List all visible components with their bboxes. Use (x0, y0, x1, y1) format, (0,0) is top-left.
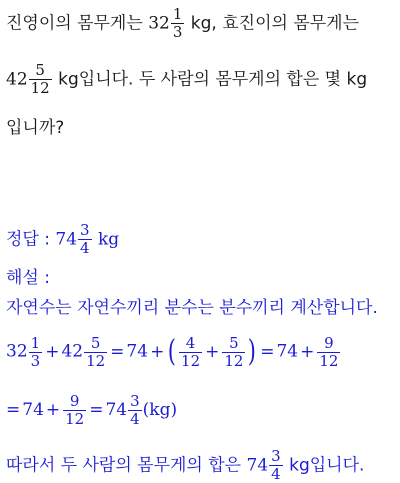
question-text-3: 입니까? (6, 118, 65, 138)
left-paren: ( (168, 334, 177, 369)
denominator: 12 (181, 351, 201, 370)
numerator: 9 (63, 393, 86, 411)
plus-sign: + (205, 341, 220, 362)
conclusion-fraction (269, 448, 283, 483)
numerator: 9 (317, 335, 340, 353)
answer-label: 정답 : (6, 229, 56, 250)
conclusion-line (6, 448, 364, 483)
denominator: 12 (224, 351, 244, 370)
numerator: 3 (271, 447, 281, 465)
equals-sign: = (260, 341, 275, 362)
eq-whole: 74 (22, 400, 44, 420)
right-paren: ) (248, 334, 257, 369)
denominator: 12 (86, 351, 106, 370)
answer-whole: 74 (55, 229, 78, 250)
eq-fraction (84, 335, 107, 370)
explanation-rule: 자연수는 자연수끼리 분수는 분수끼리 계산합니다. (6, 298, 378, 318)
plus-sign: + (45, 400, 61, 420)
answer-unit: kg (92, 229, 120, 250)
question-text-2b: kg입니다. 두 사람의 몸무게의 합은 몇 kg (52, 69, 368, 90)
conclusion-text: 따라서 두 사람의 몸무게의 합은 (6, 455, 247, 476)
denominator: 4 (80, 239, 90, 257)
numerator: 1 (30, 333, 41, 352)
numerator: 5 (84, 335, 107, 353)
numerator: 5 (222, 335, 245, 353)
equation-line-2 (6, 393, 177, 428)
denominator: 12 (319, 351, 339, 370)
fraction-2 (29, 62, 52, 97)
answer-line (6, 222, 119, 257)
question-line-2 (6, 62, 367, 97)
numerator: 5 (29, 62, 52, 80)
explanation-label: 해설 : (6, 268, 50, 288)
answer-fraction (78, 222, 92, 257)
equals-sign: = (110, 341, 125, 362)
eq-fraction (128, 393, 142, 428)
mixed-number-whole-2: 42 (6, 69, 28, 90)
denominator: 4 (271, 465, 281, 483)
eq-unit: (kg) (142, 400, 178, 420)
denominator: 12 (65, 410, 85, 428)
eq-fraction (29, 335, 43, 370)
mixed-number-whole-1: 32 (148, 13, 170, 34)
denominator: 12 (30, 79, 50, 97)
eq-fraction (179, 335, 202, 370)
question-line-1 (6, 6, 359, 41)
denominator: 4 (130, 410, 140, 428)
conclusion-whole: 74 (246, 455, 269, 476)
question-text-1b: kg, 효진이의 몸무게는 (185, 13, 360, 34)
equation-line-1 (6, 334, 341, 370)
eq-fraction (63, 393, 86, 428)
denominator: 3 (172, 23, 183, 41)
eq-fraction (317, 335, 340, 370)
plus-sign: + (45, 341, 60, 362)
equals-sign: = (89, 400, 104, 420)
numerator: 3 (130, 392, 140, 410)
question-line-3 (6, 118, 64, 138)
numerator: 3 (80, 221, 90, 239)
eq-whole: 74 (126, 341, 149, 362)
question-text-1a: 진영이의 몸무게는 (6, 13, 149, 34)
eq-fraction (222, 335, 245, 370)
equals-sign: = (6, 400, 21, 420)
plus-sign: + (300, 341, 315, 362)
numerator: 4 (179, 335, 202, 353)
conclusion-unit: kg입니다. (283, 455, 365, 476)
eq-whole: 74 (276, 341, 299, 362)
eq-whole: 32 (6, 341, 28, 362)
plus-sign: + (150, 341, 165, 362)
eq-whole: 42 (61, 341, 84, 362)
numerator: 1 (172, 5, 183, 23)
eq-whole: 74 (105, 400, 128, 420)
denominator: 3 (30, 351, 41, 370)
fraction-1 (171, 6, 185, 41)
